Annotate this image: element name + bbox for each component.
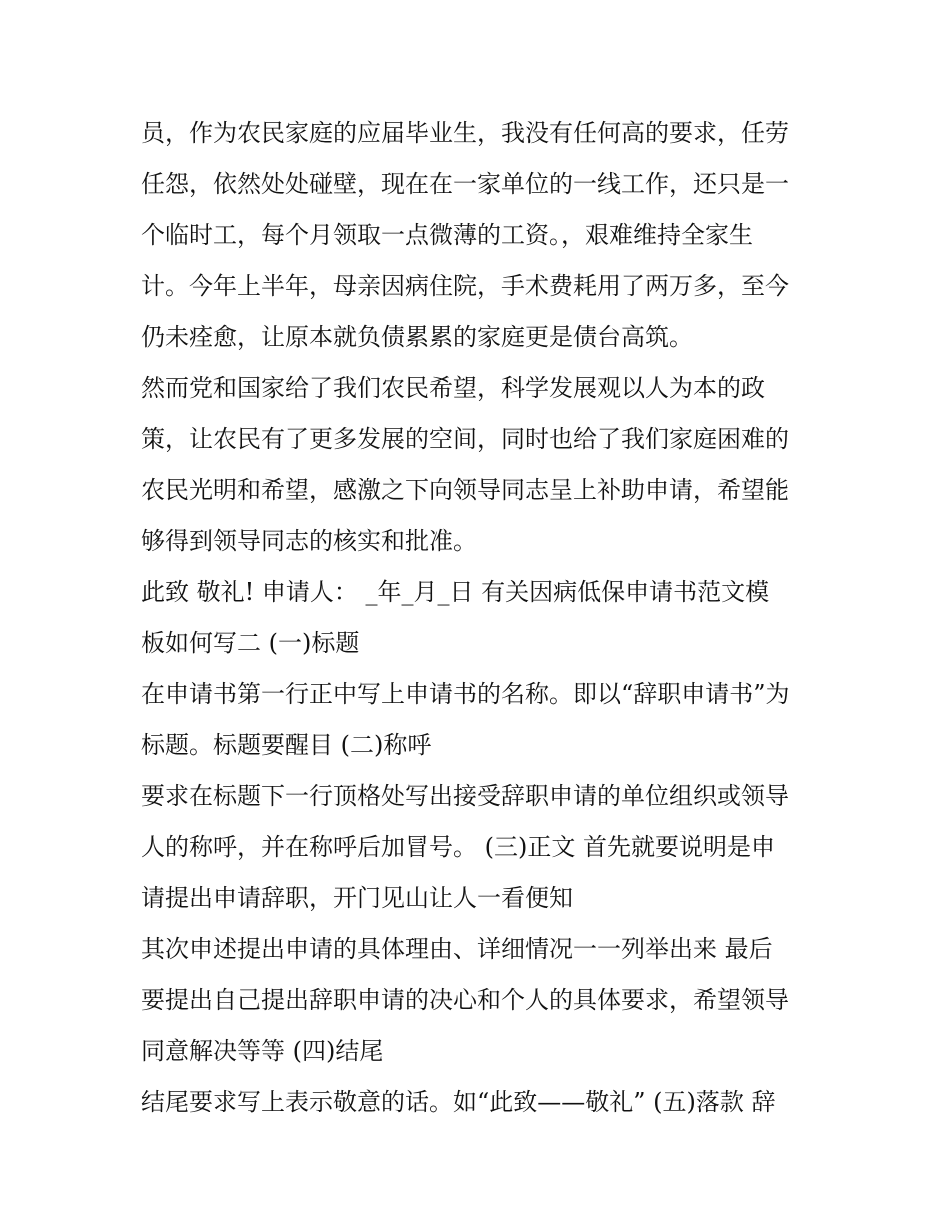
text-line: 然而党和国家给了我们农民希望，科学发展观以人为本的政 bbox=[141, 374, 765, 402]
text-line: 仍未痊愈，让原本就负债累累的家庭更是债台高筑。 bbox=[141, 323, 693, 351]
text-line: 够得到领导同志的核实和批准。 bbox=[141, 527, 477, 555]
text-line: 要提出自己提出辞职申请的决心和个人的具体要求，希望领导 bbox=[141, 986, 789, 1014]
text-line: 板如何写二 (一)标题 bbox=[141, 629, 360, 657]
text-line: 任怨，依然处处碰壁，现在在一家单位的一线工作，还只是一 bbox=[141, 170, 789, 198]
text-line: 同意解决等等 (四)结尾 bbox=[141, 1037, 384, 1065]
text-line: 策，让农民有了更多发展的空间，同时也给了我们家庭困难的 bbox=[141, 425, 789, 453]
document-body bbox=[141, 108, 821, 1128]
text-line: 人的称呼，并在称呼后加冒号。 (三)正文 首先就要说明是申 bbox=[141, 833, 775, 861]
text-line: 要求在标题下一行顶格处写出接受辞职申请的单位组织或领导 bbox=[141, 782, 789, 810]
text-line: 结尾要求写上表示敬意的话。如“此致——敬礼” (五)落款 辞 bbox=[141, 1088, 776, 1116]
text-line: 在申请书第一行正中写上申请书的名称。即以“辞职申请书”为 bbox=[141, 680, 790, 708]
text-line: 个临时工，每个月领取一点微薄的工资。，艰难维持全家生 bbox=[141, 221, 753, 249]
text-line: 农民光明和希望，感激之下向领导同志呈上补助申请，希望能 bbox=[141, 476, 789, 504]
text-line: 此致 敬礼! 申请人： _年_月_日 有关因病低保申请书范文模 bbox=[141, 578, 770, 606]
text-line: 请提出申请辞职，开门见山让人一看便知 bbox=[141, 884, 573, 912]
text-line: 计。今年上半年，母亲因病住院，手术费耗用了两万多，至今 bbox=[141, 272, 789, 300]
text-line: 其次申述提出申请的具体理由、详细情况一一列举出来 最后 bbox=[141, 935, 773, 963]
text-line: 员，作为农民家庭的应届毕业生，我没有任何高的要求，任劳 bbox=[141, 119, 789, 147]
text-line: 标题。标题要醒目 (二)称呼 bbox=[141, 731, 432, 759]
